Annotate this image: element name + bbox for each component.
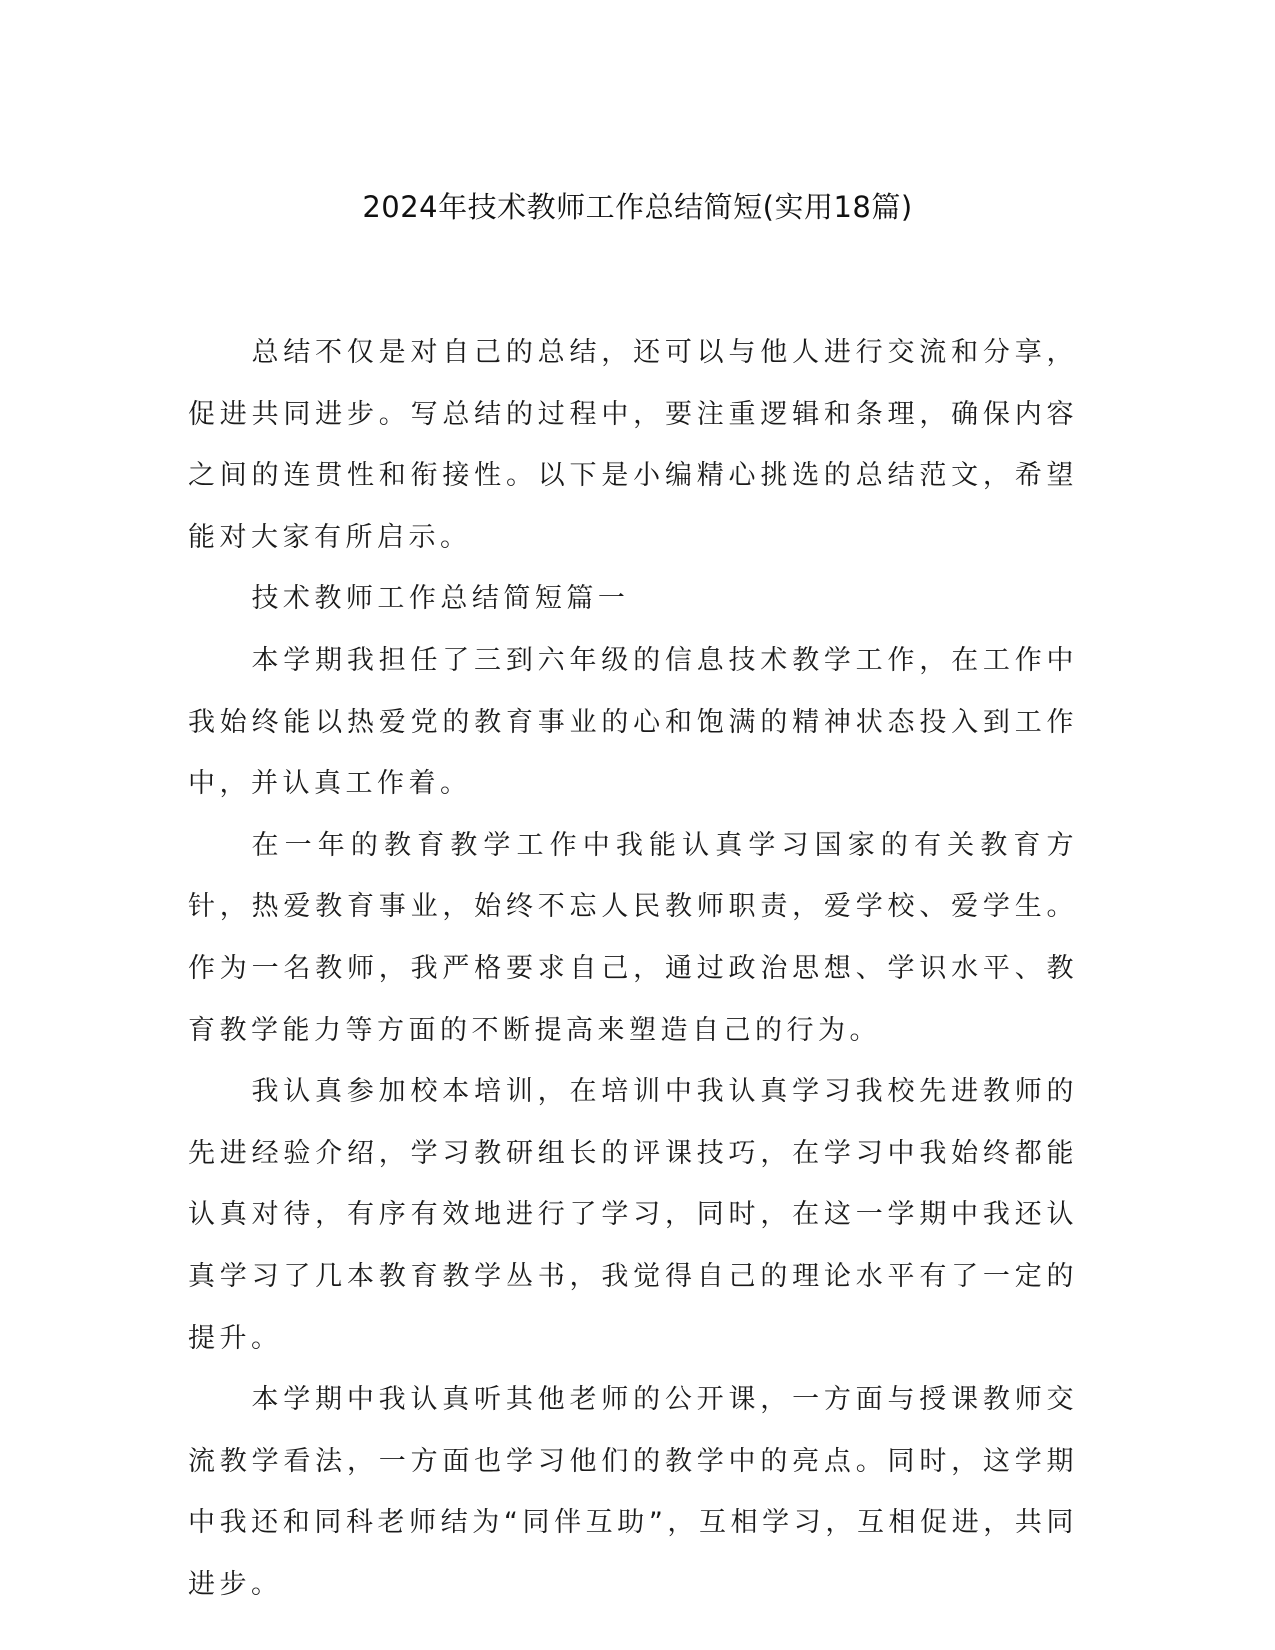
document-body: [188, 322, 1078, 1615]
body-paragraph: 在一年的教育教学工作中我能认真学习国家的有关教育方针，热爱教育事业，始终不忘人民教师职责，爱学校、爱学生。作为一名教师，我严格要求自己，通过政治思想、学识水平、教育教学能力等方面的不断提高来塑造自己的行为。: [188, 829, 1078, 1046]
body-paragraph: 本学期中我认真听其他老师的公开课，一方面与授课教师交流教学看法，一方面也学习他们的教学中的亮点。同时，这学期中我还和同科老师结为“同伴互助”，互相学习，互相促进，共同进步。: [188, 1384, 1078, 1600]
body-paragraph: 我认真参加校本培训，在培训中我认真学习我校先进教师的先进经验介绍，学习教研组长的评课技巧，在学习中我始终都能认真对待，有序有效地进行了学习，同时，在这一学期中我还认真学习了几本教育教学丛书，我觉得自己的理论水平有了一定的提升。: [188, 1076, 1078, 1354]
intro-paragraph: 总结不仅是对自己的总结，还可以与他人进行交流和分享，促进共同进步。写总结的过程中，要注重逻辑和条理，确保内容之间的连贯性和衔接性。以下是小编精心挑选的总结范文，希望能对大家有所启示。: [188, 337, 1078, 553]
document-title: 2024年技术教师工作总结简短(实用18篇): [362, 190, 913, 224]
body-paragraph: 本学期我担任了三到六年级的信息技术教学工作，在工作中我始终能以热爱党的教育事业的心和饱满的精神状态投入到工作中，并认真工作着。: [188, 644, 1078, 800]
section-heading: 技术教师工作总结简短篇一: [251, 583, 630, 615]
